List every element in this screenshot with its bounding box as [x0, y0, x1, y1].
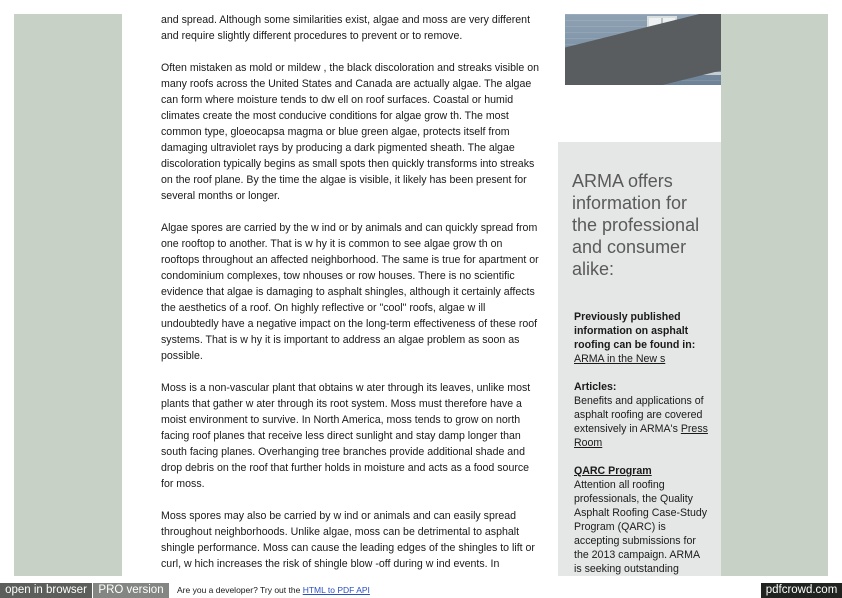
pdfcrowd-brand-button[interactable]: pdfcrowd.com — [761, 583, 842, 598]
html-to-pdf-api-link[interactable]: HTML to PDF API — [302, 585, 370, 595]
pro-version-button[interactable]: PRO version — [93, 583, 169, 598]
articles-text: Benefits and applications of asphalt roofing are covered extensively in ARMA's — [574, 395, 704, 435]
developer-promo — [177, 583, 370, 598]
open-in-browser-button[interactable]: open in browser — [0, 583, 92, 598]
house-roof-photo — [565, 14, 721, 85]
article-paragraph: Moss spores may also be carried by w ind or animals and can easily spread throughout neighborhoods. Unlike algae, moss can be detrimental to asphalt shingle performance. Moss can cause the leading edges of the shingles to lift or curl, w hich increases the risk of shingle blow -off during w ind events. In — [161, 510, 535, 570]
article-paragraph: Moss is a non-vascular plant that obtains w ater through its leaves, unlike most plants that gather w ater through its root system. Moss must therefore have a moist environment to survive. In North America, moss tends to grow on north facing roof planes that receive less direct sunlight and stay damp longer than south facing planes. Overhanging tree branches provide additional shade and drop debris on the roof that further holds in moisture and acts as a food source for moss. — [161, 382, 531, 490]
arma-in-the-news-link[interactable]: ARMA in the New s — [574, 353, 666, 365]
developer-promo-text: Are you a developer? Try out the — [177, 585, 303, 595]
article-paragraph: Algae spores are carried by the w ind or by animals and can quickly spread from one rooftop to another. That is w hy it is common to see algae grow th on rooftops throughout an affected neighborhood. The same is true for apartment or condominium complexes, tow nhouses or row houses. There is no scientific evidence that algae is damaging to asphalt shingles, although it certainly affects the aesthetics of a roof. On highly reflective or "cool" roofs, algae w ill undoubtedly have a negative impact on the long-term effectiveness of these roof systems. That is w hy it is important to address an algae problem as soon as possible. — [161, 222, 539, 362]
published-label: Previously published information on asphalt roofing can be found in: — [574, 311, 696, 351]
article-paragraph: and spread. Although some similarities exist, algae and moss are very different and require slightly different procedures to prevent or to remove. — [161, 14, 531, 42]
article-body — [161, 12, 541, 576]
sidebar-panel — [558, 142, 721, 576]
qarc-program-link[interactable]: QARC Program — [574, 465, 652, 477]
articles-label: Articles: — [574, 381, 617, 393]
qarc-text: Attention all roofing professionals, the Quality Asphalt Roofing Case-Study Program (QARC) is accepting submissions for the 2013 campaign. ARMA is seeking outstanding — [574, 479, 708, 575]
press-room-link[interactable]: Press Room — [574, 423, 708, 449]
left-margin-bg — [14, 14, 122, 576]
sidebar-body — [574, 310, 710, 576]
sidebar-heading: ARMA offers information for the professional and consumer alike: — [572, 171, 700, 279]
article-paragraph: Often mistaken as mold or mildew , the black discoloration and streaks visible on many roofs across the United States and Canada are actually algae. The algae can form where moisture tends to dw ell on roof surfaces. Coastal or humid climates create the most conducive conditions for algae grow th. The most common type, gloeocapsa magma or blue green algae, protects itself from damaging ultraviolet rays by producing a dark pigmented sheath. The algae discoloration typically begins as small spots then quickly transforms into streaks on the roof plane. By the time the algae is visible, it likely has been present for several months or longer. — [161, 62, 540, 202]
right-margin-bg — [721, 14, 828, 576]
